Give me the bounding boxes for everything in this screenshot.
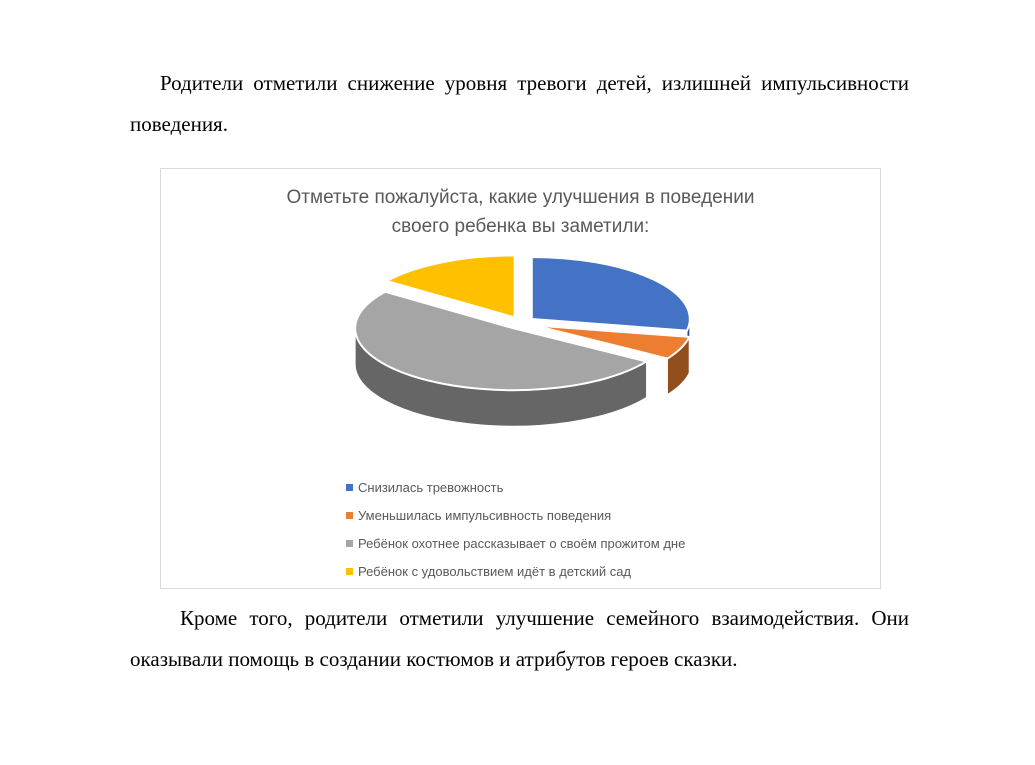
legend-swatch: [346, 484, 353, 491]
legend-item: [346, 529, 685, 557]
pie-slice: [532, 257, 690, 331]
paragraph-after-chart: Кроме того, родители отметили улучшение семейного взаимодействия. Они оказывали помощь в создании костюмов и атрибутов героев сказки.: [130, 606, 909, 671]
legend-item: [346, 557, 685, 585]
legend-label: Ребёнок охотнее рассказывает о своём прожитом дне: [358, 535, 686, 551]
legend-swatch: [346, 512, 353, 519]
legend-swatch: [346, 568, 353, 575]
legend-label: Снизилась тревожность: [358, 479, 504, 495]
paragraph-before-chart: Родители отметили снижение уровня тревоги детей, излишней импульсивности поведения.: [130, 71, 909, 136]
legend-label: Уменьшилась импульсивность поведения: [358, 507, 612, 523]
legend-item: [346, 501, 685, 529]
chart-container[interactable]: [160, 168, 881, 589]
chart-legend: [346, 473, 685, 585]
legend-label: Ребёнок с удовольствием идёт в детский сад: [358, 563, 632, 579]
legend-item: [346, 473, 685, 501]
legend-swatch: [346, 540, 353, 547]
chart-title-line-1: Отметьте пожалуйста, какие улучшения в поведении: [286, 187, 755, 208]
pie-chart: [161, 169, 882, 469]
chart-title-line-2: своего ребенка вы заметили:: [391, 216, 650, 237]
